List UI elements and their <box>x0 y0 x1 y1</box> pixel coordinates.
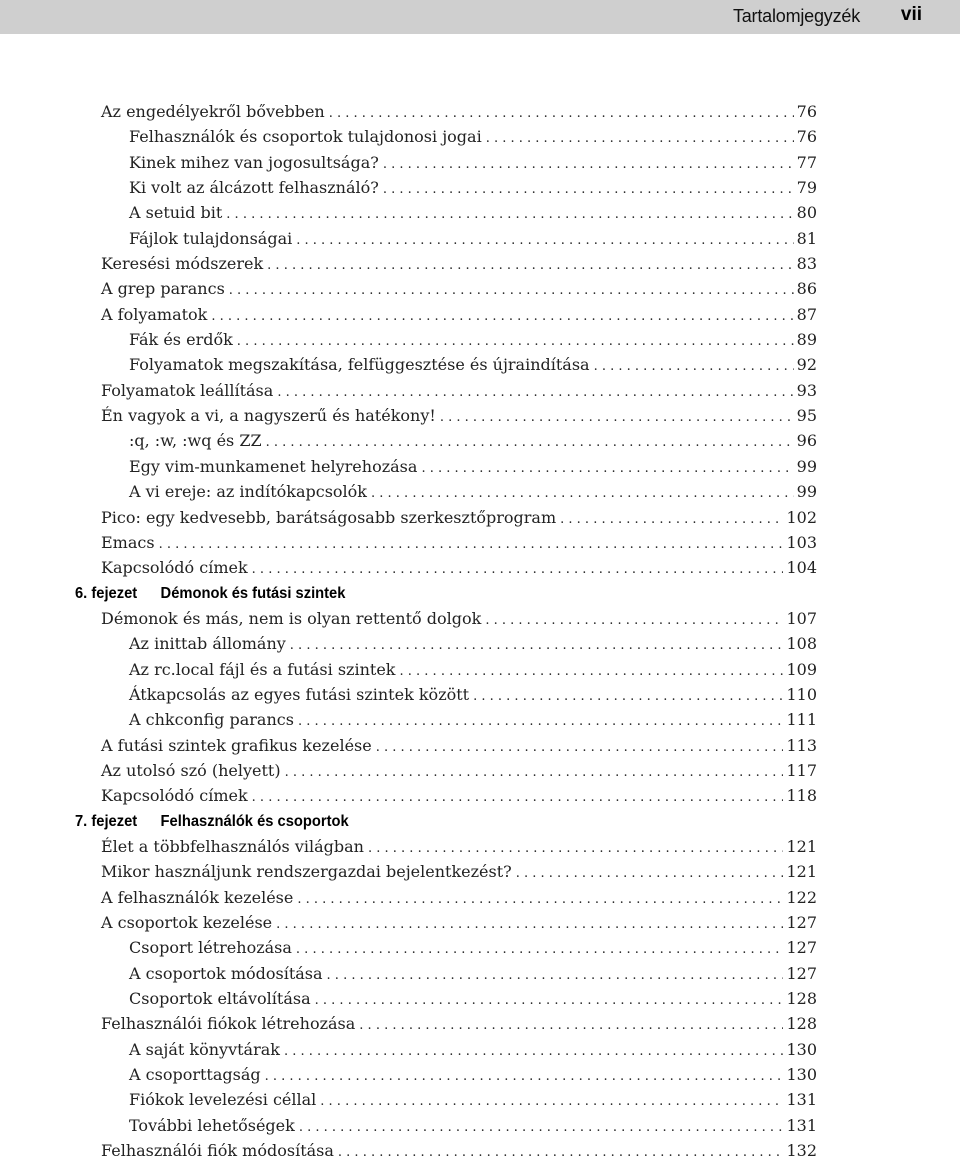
toc-entry[interactable] <box>101 707 817 732</box>
toc-entry-title: Az engedélyekről bővebben <box>101 102 325 121</box>
toc-entry[interactable] <box>101 327 817 352</box>
toc-entry-title: Emacs <box>101 532 155 552</box>
dot-leader <box>486 126 794 151</box>
dot-leader <box>338 1140 784 1165</box>
dot-leader <box>371 481 794 506</box>
dot-leader <box>285 760 784 785</box>
toc-entry[interactable] <box>101 1138 817 1163</box>
dot-leader <box>290 633 784 658</box>
toc-entry[interactable] <box>101 1087 817 1112</box>
toc-entry-page: 80 <box>796 203 817 223</box>
toc-entry-title: Élet a többfelhasználós világban <box>101 836 364 856</box>
toc-entry-page: 108 <box>786 634 817 654</box>
dot-leader <box>276 912 783 937</box>
dot-leader <box>329 101 794 126</box>
dot-leader <box>440 405 794 430</box>
dot-leader <box>226 202 793 227</box>
toc-entry[interactable] <box>101 276 817 301</box>
toc-entry-page: 113 <box>786 735 817 755</box>
toc-entry-page: 104 <box>786 558 817 578</box>
dot-leader <box>159 532 784 557</box>
toc-entry-title: Felhasználói fiók módosítása <box>101 1141 334 1161</box>
toc-entry-title: További lehetőségek <box>129 1115 295 1135</box>
chapter-heading <box>75 581 758 606</box>
toc-entry[interactable] <box>101 859 817 884</box>
dot-leader <box>252 557 784 582</box>
toc-entry-title: Fák és erdők <box>129 330 233 350</box>
toc-entry-title: :q, :w, :wq és ZZ <box>129 431 262 451</box>
toc-entry-page: 118 <box>786 786 817 806</box>
toc-entry-title: Az rc.local fájl és a futási szintek <box>129 659 396 679</box>
toc-entry-title: Felhasználói fiókok létrehozása <box>101 1014 356 1034</box>
chapter-number: 7. fejezet <box>75 812 138 830</box>
toc-entry-page: 86 <box>796 279 817 299</box>
page-number: vii <box>900 4 922 25</box>
toc-entry-page: 121 <box>786 836 817 856</box>
toc-entry-page: 122 <box>786 887 817 907</box>
chapter-title: Démonok és futási szintek <box>160 584 346 602</box>
toc-entry-title: Pico: egy kedvesebb, barátságosabb szerkesztőprogram <box>101 507 557 527</box>
toc-entry[interactable] <box>101 479 817 504</box>
toc-entry-page: 128 <box>786 989 817 1009</box>
toc-entry-page: 76 <box>796 102 817 121</box>
toc-entry-page: 83 <box>796 254 817 274</box>
dot-leader <box>315 988 784 1013</box>
toc-entry[interactable] <box>101 758 817 783</box>
toc-entry-page: 93 <box>796 380 817 400</box>
toc-entry-page: 89 <box>796 330 817 350</box>
dot-leader <box>266 430 794 455</box>
toc-entry-page: 99 <box>796 456 817 476</box>
toc-entry[interactable] <box>101 910 817 935</box>
toc-entry[interactable] <box>101 428 817 453</box>
toc-entry[interactable] <box>101 1011 817 1036</box>
dot-leader <box>421 456 793 481</box>
page-header <box>0 0 960 34</box>
toc-entry-page: 111 <box>786 710 817 730</box>
toc-entry[interactable] <box>101 251 817 276</box>
dot-leader <box>516 861 784 886</box>
toc-entry-title: A csoporttagság <box>129 1065 261 1085</box>
toc-entry[interactable] <box>101 885 817 910</box>
toc-entry[interactable] <box>101 530 817 555</box>
chapter-heading <box>75 809 758 834</box>
toc-entry-title: Démonok és más, nem is olyan rettentő dolgok <box>101 608 482 628</box>
toc-entry[interactable] <box>101 1037 817 1062</box>
toc-entry-title: Csoportok eltávolítása <box>129 989 311 1009</box>
dot-leader <box>252 785 784 810</box>
toc-entry[interactable] <box>101 302 817 327</box>
chapter-title: Felhasználók és csoportok <box>160 812 349 830</box>
toc-entry-page: 127 <box>786 963 817 983</box>
toc-entry-page: 131 <box>786 1115 817 1135</box>
toc-entry[interactable] <box>101 682 817 707</box>
dot-leader <box>297 887 783 912</box>
toc-entry-page: 81 <box>796 228 817 248</box>
toc-entry[interactable] <box>101 961 817 986</box>
dot-leader <box>267 253 793 278</box>
toc-entry-page: 127 <box>786 913 817 932</box>
toc-entry[interactable] <box>101 352 817 377</box>
toc-entry-page: 96 <box>796 431 817 451</box>
chapter-number: 6. fejezet <box>75 584 138 602</box>
toc-entry[interactable] <box>101 403 817 428</box>
dot-leader <box>277 380 793 405</box>
dot-leader <box>296 228 793 253</box>
toc-entry-title: A chkconfig parancs <box>129 710 294 730</box>
toc-entry-title: Átkapcsolás az egyes futási szintek között <box>129 684 470 704</box>
toc-entry[interactable] <box>101 378 817 403</box>
toc-entry-title: Folyamatok megszakítása, felfüggesztése és újraindítása <box>129 355 590 375</box>
toc-entry[interactable] <box>101 631 817 656</box>
toc-entry-page: 107 <box>786 608 817 628</box>
toc-entry[interactable] <box>101 555 817 580</box>
toc-entry-page: 117 <box>786 760 817 780</box>
dot-leader <box>298 709 784 734</box>
toc-entry-page: 87 <box>796 304 817 324</box>
toc-entry-title: Csoport létrehozása <box>129 938 292 958</box>
toc-entry-title: A futási szintek grafikus kezelése <box>101 735 372 755</box>
toc-entry[interactable] <box>101 150 817 175</box>
toc-entry-page: 128 <box>786 1014 817 1034</box>
toc-entry-page: 110 <box>786 684 817 704</box>
toc-entry-page: 77 <box>796 152 817 172</box>
dot-leader <box>237 329 794 354</box>
toc-entry-title: Egy vim-munkamenet helyrehozása <box>129 456 418 476</box>
toc-entry[interactable] <box>101 657 817 682</box>
toc-entry[interactable] <box>101 1062 817 1087</box>
toc-entry-page: 121 <box>786 862 817 882</box>
toc-entry[interactable] <box>101 124 817 149</box>
toc-entry-title: Mikor használjunk rendszergazdai bejelentkezést? <box>101 862 512 882</box>
toc-entry-title: A csoportok kezelése <box>101 913 273 932</box>
dot-leader <box>299 1115 784 1140</box>
toc-entry-page: 109 <box>786 659 817 679</box>
running-title: Tartalomjegyzék <box>732 6 860 26</box>
dot-leader <box>594 354 794 379</box>
dot-leader <box>485 608 783 633</box>
toc-entry-page: 92 <box>796 355 817 375</box>
toc-entry[interactable] <box>101 99 817 124</box>
toc-entry-title: Felhasználók és csoportok tulajdonosi jogai <box>129 127 482 147</box>
toc-entry-page: 131 <box>786 1090 817 1110</box>
toc-entry-page: 102 <box>786 507 817 527</box>
toc-entry-title: Kapcsolódó címek <box>101 786 248 806</box>
toc-entry-title: A vi ereje: az indítókapcsolók <box>129 482 367 502</box>
toc-entry-title: A setuid bit <box>129 203 223 223</box>
toc-entry[interactable] <box>101 175 817 200</box>
toc-entry[interactable] <box>101 454 817 479</box>
dot-leader <box>296 937 784 962</box>
toc-entry-page: 95 <box>796 406 817 426</box>
toc-entry-title: Keresési módszerek <box>101 254 264 274</box>
toc-entry-title: A folyamatok <box>101 304 208 324</box>
toc-entry-page: 130 <box>786 1039 817 1059</box>
toc-entry-title: A felhasználók kezelése <box>101 887 294 907</box>
toc-entry[interactable] <box>101 733 817 758</box>
toc-entry-title: Kapcsolódó címek <box>101 558 248 578</box>
toc-entry-title: Ki volt az álcázott felhasználó? <box>129 178 379 198</box>
dot-leader <box>229 278 794 303</box>
dot-leader <box>265 1064 784 1089</box>
toc-entry[interactable] <box>101 783 817 808</box>
toc-entry-title: Fiókok levelezési céllal <box>129 1090 317 1110</box>
dot-leader <box>211 304 793 329</box>
dot-leader <box>327 963 784 988</box>
toc-entry-title: Kinek mihez van jogosultsága? <box>129 152 379 172</box>
toc-entry[interactable] <box>101 505 817 530</box>
toc-entry-title: A saját könyvtárak <box>129 1039 280 1059</box>
dot-leader <box>284 1039 783 1064</box>
toc-entry-title: Az utolsó szó (helyett) <box>101 760 281 780</box>
dot-leader <box>400 659 784 684</box>
toc-entry-page: 79 <box>796 178 817 198</box>
dot-leader <box>376 735 784 760</box>
toc-entry-page: 76 <box>796 127 817 147</box>
toc-entry-title: A grep parancs <box>101 279 225 299</box>
toc-entry-page: 132 <box>786 1141 817 1161</box>
dot-leader <box>359 1013 783 1038</box>
toc-entry-page: 130 <box>786 1065 817 1085</box>
toc-entry[interactable] <box>101 834 817 859</box>
toc-entry-title: A csoportok módosítása <box>129 963 323 983</box>
toc-entry-title: Fájlok tulajdonságai <box>129 228 293 248</box>
dot-leader <box>560 507 783 532</box>
toc-entry[interactable] <box>101 226 817 251</box>
toc-entry[interactable] <box>101 200 817 225</box>
toc-entry-page: 127 <box>786 938 817 958</box>
toc-entry-page: 103 <box>786 532 817 552</box>
toc-entry-title: Folyamatok leállítása <box>101 380 274 400</box>
dot-leader <box>383 177 794 202</box>
dot-leader <box>368 836 783 861</box>
toc-entry[interactable] <box>101 1113 817 1138</box>
toc-entry[interactable] <box>101 935 817 960</box>
toc-entry-page: 99 <box>796 482 817 502</box>
toc-entry-title: Az inittab állomány <box>129 634 286 654</box>
toc-entry-title: Én vagyok a vi, a nagyszerű és hatékony! <box>101 406 436 426</box>
dot-leader <box>320 1089 783 1114</box>
dot-leader <box>473 684 783 709</box>
toc-entry[interactable] <box>101 606 817 631</box>
toc-entry[interactable] <box>101 986 817 1011</box>
dot-leader <box>383 152 794 177</box>
table-of-contents <box>75 99 817 1163</box>
